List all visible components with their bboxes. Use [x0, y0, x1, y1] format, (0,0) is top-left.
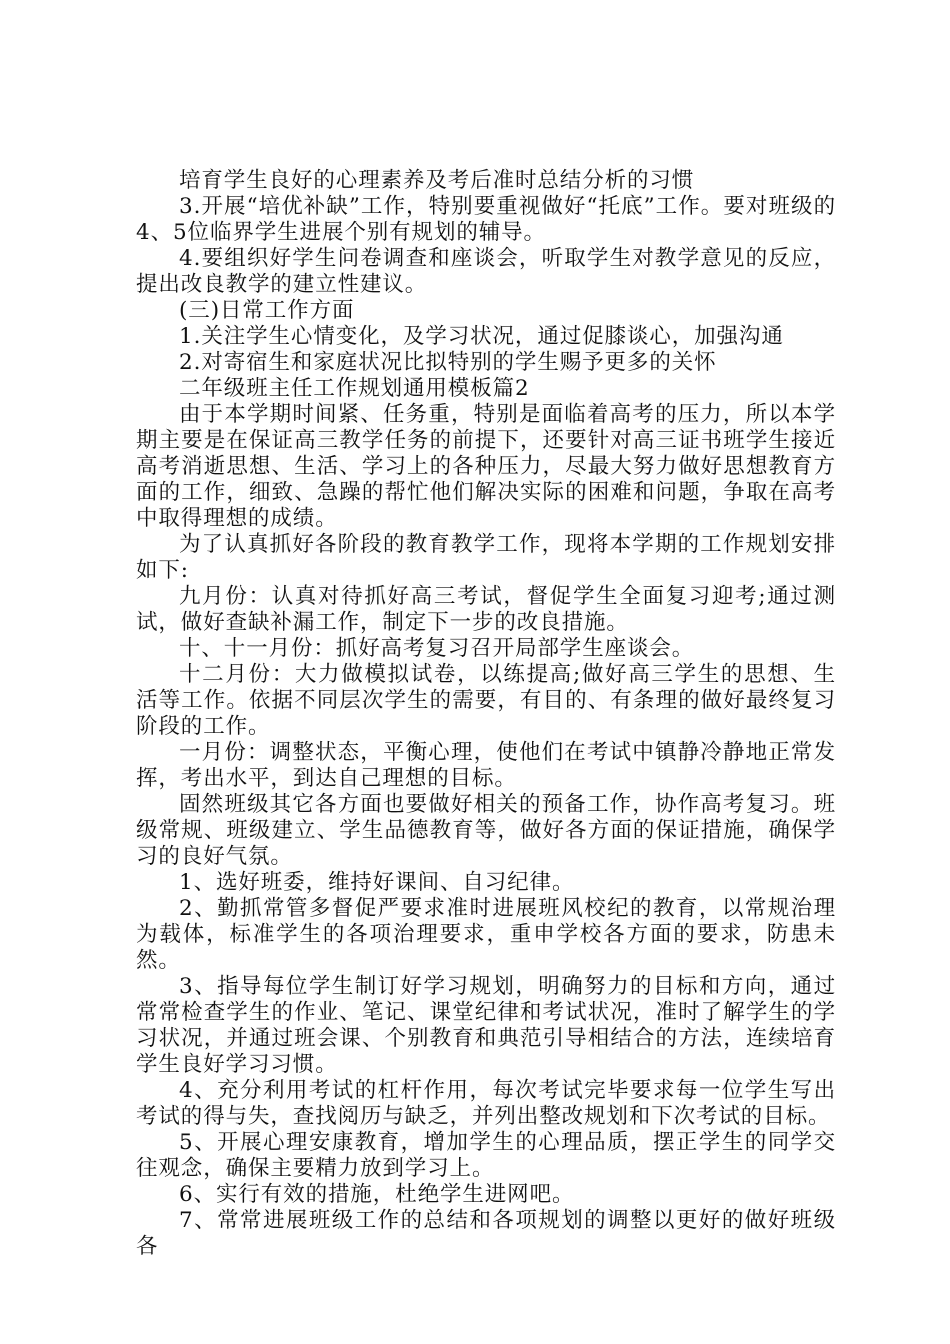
paragraph: 1.关注学生心情变化，及学习状况，通过促膝谈心，加强沟通: [179, 324, 784, 349]
list-item: 6、实行有效的措施，杜绝学生进网吧。: [179, 1182, 575, 1207]
paragraph: 十二月份：大力做模拟试卷，以练提高;做好高三学生的思想、生活等工作。依据不同层次学生的需要，有目的、有条理的做好最终复习阶段的工作。: [136, 662, 836, 739]
paragraph: 由于本学期时间紧、任务重，特别是面临着高考的压力，所以本学期主要是在保证高三教学任务的前提下，还要针对高三证书班学生接近高考消逝思想、生活、学习上的各种压力，尽最大努力做好思想教育方面的工作，细致、急躁的帮忙他们解决实际的困难和问题，争取在高考中取得理想的成绩。: [136, 402, 836, 531]
paragraph: 3.开展“培优补缺”工作，特别要重视做好“托底”工作。要对班级的4、5位临界学生进展个别有规划的辅导。: [136, 194, 836, 245]
list-item: 1、选好班委，维持好课间、自习纪律。: [179, 870, 575, 895]
list-item: 7、常常进展班级工作的总结和各项规划的调整以更好的做好班级各: [136, 1208, 836, 1259]
paragraph: 固然班级其它各方面也要做好相关的预备工作，协作高考复习。班级常规、班级建立、学生品德教育等，做好各方面的保证措施，确保学习的良好气氛。: [136, 792, 836, 869]
paragraph: 4.要组织好学生问卷调查和座谈会，听取学生对教学意见的反应，提出改良教学的建立性建议。: [136, 246, 836, 297]
list-item: 3、指导每位学生制订好学习规划，明确努力的目标和方向，通过常常检查学生的作业、笔记、课堂纪律和考试状况，准时了解学生的学习状况，并通过班会课、个别教育和典范引导相结合的方法，连续培育学生良好学习习惯。: [136, 974, 836, 1077]
section-title: 二年级班主任工作规划通用模板篇2: [179, 376, 530, 401]
paragraph: 十、十一月份：抓好高考复习召开局部学生座谈会。: [179, 636, 695, 661]
document-body: [136, 168, 836, 1260]
paragraph: 培育学生良好的心理素养及考后准时总结分析的习惯: [179, 168, 695, 193]
paragraph: 为了认真抓好各阶段的教育教学工作，现将本学期的工作规划安排如下:: [136, 532, 836, 583]
paragraph: 2.对寄宿生和家庭状况比拟特别的学生赐予更多的关怀: [179, 350, 717, 375]
paragraph: 一月份：调整状态，平衡心理，使他们在考试中镇静冷静地正常发挥，考出水平，到达自己理想的目标。: [136, 740, 836, 791]
paragraph: 九月份：认真对待抓好高三考试，督促学生全面复习迎考;通过测试，做好查缺补漏工作，制定下一步的改良措施。: [136, 584, 836, 635]
section-heading: (三)日常工作方面: [179, 298, 355, 323]
list-item: 4、充分利用考试的杠杆作用，每次考试完毕要求每一位学生写出考试的得与失，查找阅历与缺乏，并列出整改规划和下次考试的目标。: [136, 1078, 836, 1129]
list-item: 5、开展心理安康教育，增加学生的心理品质，摆正学生的同学交往观念，确保主要精力放到学习上。: [136, 1130, 836, 1181]
list-item: 2、勤抓常管多督促严要求准时进展班风校纪的教育，以常规治理为载体，标准学生的各项治理要求，重申学校各方面的要求，防患未然。: [136, 896, 836, 973]
